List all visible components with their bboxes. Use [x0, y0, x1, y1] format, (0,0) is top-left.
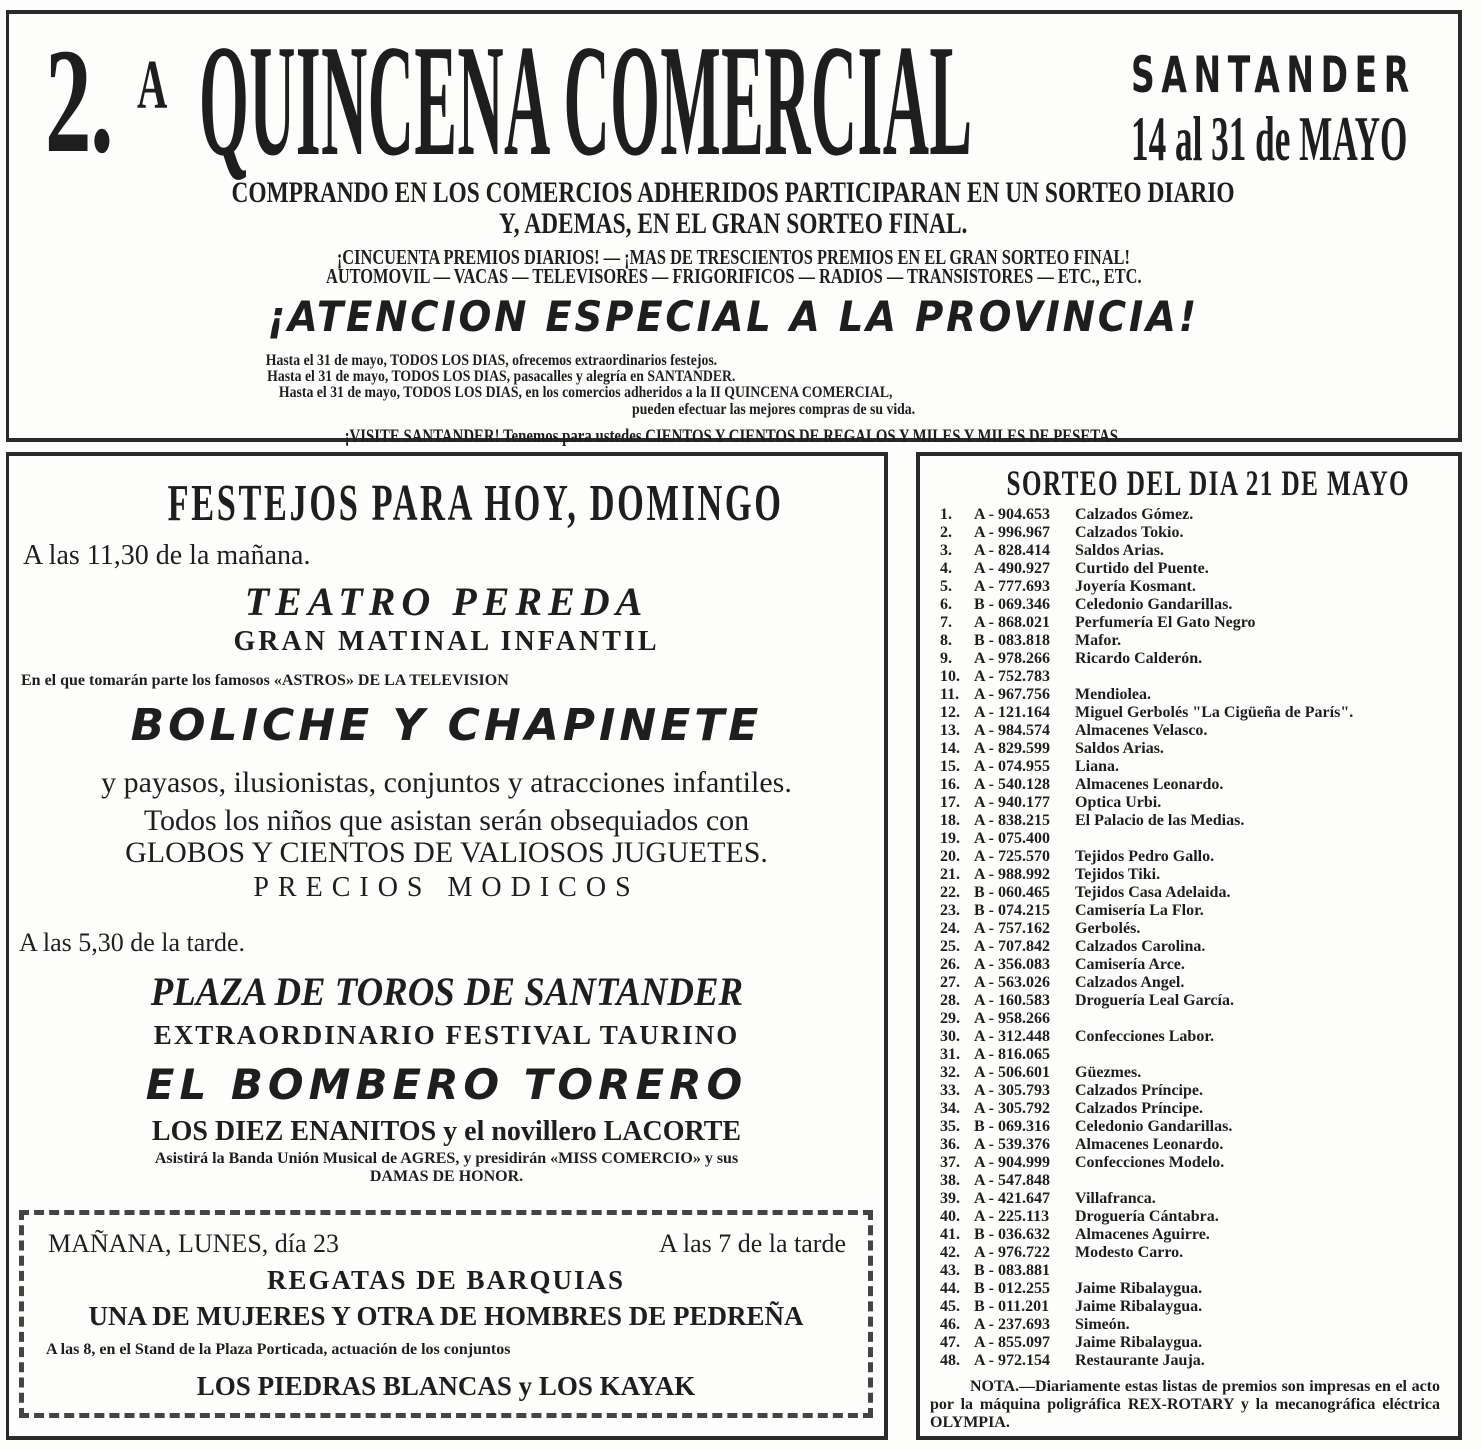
table-row: [940, 704, 1460, 722]
prize-number: 42.: [940, 1244, 960, 1261]
ticket-number: A - 160.583: [974, 992, 1050, 1009]
prize-number: 30.: [940, 1028, 960, 1045]
prize-number: 9.: [940, 650, 952, 667]
table-row: [940, 596, 1460, 614]
table-row: [940, 794, 1460, 812]
ticket-number: A - 752.783: [974, 668, 1050, 685]
ticket-number: A - 868.021: [974, 614, 1050, 631]
table-row: [940, 1298, 1460, 1316]
prize-number: 18.: [940, 812, 960, 829]
prize-number: 4.: [940, 560, 952, 577]
ticket-number: A - 988.992: [974, 866, 1050, 883]
table-row: [940, 1262, 1460, 1280]
shop-name: Camisería La Flor.: [1075, 902, 1204, 919]
shop-name: Mafor.: [1075, 632, 1122, 649]
regatas-line: REGATAS DE BARQUIAS: [266, 1265, 626, 1295]
prize-number: 15.: [940, 758, 960, 775]
hasta-line-3-cont: pueden efectuar las mejores compras de su vida.: [631, 401, 916, 418]
hasta-line-2: Hasta el 31 de mayo, TODOS LOS DIAS, pasacalles y alegría en SANTANDER.: [267, 368, 736, 385]
prize-number: 47.: [940, 1334, 960, 1351]
shop-name: Modesto Carro.: [1075, 1244, 1184, 1261]
city-name: SANTANDER: [1131, 46, 1416, 104]
mujeres-line: UNA DE MUJERES Y OTRA DE HOMBRES DE PEDREÑA: [88, 1301, 804, 1331]
prize-number: 6.: [940, 596, 952, 613]
ticket-number: A - 996.967: [974, 524, 1050, 541]
title-row: [9, 11, 1458, 189]
precios-line: PRECIOS MODICOS: [253, 872, 640, 903]
edition-superscript: A: [137, 47, 168, 124]
attention-headline: ¡ATENCION ESPECIAL A LA PROVINCIA!: [267, 292, 1200, 341]
shop-name: Villafranca.: [1075, 1190, 1156, 1207]
ticket-number: A - 312.448: [974, 1028, 1050, 1045]
table-row: [940, 758, 1460, 776]
prize-number: 22.: [940, 884, 960, 901]
venue-teatro: TEATRO PEREDA: [244, 579, 649, 624]
table-row: [940, 560, 1460, 578]
monday-date: MAÑANA, LUNES, día 23: [48, 1229, 340, 1258]
shop-name: Gerbolés.: [1075, 920, 1141, 937]
shop-name: Tejidos Pedro Gallo.: [1075, 848, 1215, 865]
shop-name: Confecciones Modelo.: [1075, 1154, 1225, 1171]
table-row: [940, 920, 1460, 938]
table-row: [940, 506, 1460, 524]
ticket-number: A - 547.848: [974, 1172, 1050, 1189]
prize-number: 31.: [940, 1046, 960, 1063]
ticket-number: A - 967.756: [974, 686, 1050, 703]
prize-number: 34.: [940, 1100, 960, 1117]
globos-line: GLOBOS Y CIENTOS DE VALIOSOS JUGUETES.: [125, 836, 768, 869]
stand-line: A las 8, en el Stand de la Plaza Porticada, actuación de los conjuntos: [46, 1341, 511, 1358]
prize-number: 21.: [940, 866, 960, 883]
table-row: [940, 1334, 1460, 1352]
ticket-number: A - 121.164: [974, 704, 1050, 721]
ticket-number: A - 421.647: [974, 1190, 1050, 1207]
damas-line: DAMAS DE HONOR.: [369, 1168, 524, 1185]
prize-number: 7.: [940, 614, 952, 631]
buy-line-2: Y, ADEMAS, EN EL GRAN SORTEO FINAL.: [499, 207, 968, 240]
ticket-number: A - 305.792: [974, 1100, 1050, 1117]
prize-number: 28.: [940, 992, 960, 1009]
ticket-number: A - 237.693: [974, 1316, 1050, 1333]
prize-number: 1.: [940, 506, 952, 523]
shop-name: Calzados Príncipe.: [1075, 1082, 1203, 1099]
prize-line-2: AUTOMOVIL — VACAS — TELEVISORES — FRIGORIFICOS — RADIOS — TRANSISTORES — ETC., ETC.: [325, 264, 1142, 288]
shop-name: Calzados Tokio.: [1075, 524, 1184, 541]
shop-name: Curtido del Puente.: [1075, 560, 1209, 577]
table-row: [940, 1352, 1460, 1370]
prize-number: 13.: [940, 722, 960, 739]
table-row: [940, 1172, 1460, 1190]
table-row: [940, 848, 1460, 866]
ticket-number: B - 012.255: [974, 1280, 1050, 1297]
prize-number: 39.: [940, 1190, 960, 1207]
table-row: [940, 812, 1460, 830]
table-row: [940, 668, 1460, 686]
prize-number: 40.: [940, 1208, 960, 1225]
shop-name: Calzados Carolina.: [1075, 938, 1206, 955]
ticket-number: A - 940.177: [974, 794, 1050, 811]
table-row: [940, 1010, 1460, 1028]
ticket-number: A - 904.999: [974, 1154, 1050, 1171]
prize-number: 37.: [940, 1154, 960, 1171]
table-row: [940, 1028, 1460, 1046]
prize-number: 12.: [940, 704, 960, 721]
ticket-number: A - 075.400: [974, 830, 1050, 847]
prize-number: 23.: [940, 902, 960, 919]
table-row: [940, 884, 1460, 902]
ticket-number: A - 074.955: [974, 758, 1050, 775]
shop-name: El Palacio de las Medias.: [1075, 812, 1245, 829]
ticket-number: B - 060.465: [974, 884, 1050, 901]
ticket-number: A - 828.414: [974, 542, 1050, 559]
ticket-number: A - 958.266: [974, 1010, 1050, 1027]
ticket-number: A - 305.793: [974, 1082, 1050, 1099]
buy-line-1: COMPRANDO EN LOS COMERCIOS ADHERIDOS PARTICIPARAN EN UN SORTEO DIARIO: [231, 176, 1236, 209]
prize-number: 35.: [940, 1118, 960, 1135]
ticket-number: A - 490.927: [974, 560, 1050, 577]
venue-plaza: PLAZA DE TOROS DE SANTANDER: [150, 969, 743, 1014]
prize-number: 38.: [940, 1172, 960, 1189]
table-row: [940, 1064, 1460, 1082]
shop-name: Almacenes Leonardo.: [1075, 1136, 1224, 1153]
prize-number: 36.: [940, 1136, 960, 1153]
star-bombero: EL BOMBERO TORERO: [145, 1060, 748, 1109]
edition-number: 2.: [45, 18, 113, 184]
table-row: [940, 722, 1460, 740]
prize-number: 32.: [940, 1064, 960, 1081]
shop-name: Saldos Arias.: [1075, 542, 1164, 559]
shop-name: Ricardo Calderón.: [1075, 650, 1203, 667]
table-row: [940, 686, 1460, 704]
table-row: [940, 1226, 1460, 1244]
enanitos-line: LOS DIEZ ENANITOS y el novillero LACORTE: [151, 1116, 742, 1147]
table-row: [940, 974, 1460, 992]
shop-name: Droguería Leal García.: [1075, 992, 1234, 1009]
prize-number: 10.: [940, 668, 960, 685]
table-row: [940, 524, 1460, 542]
table-row: [940, 632, 1460, 650]
table-row: [940, 614, 1460, 632]
table-row: [940, 830, 1460, 848]
visite-line: ¡VISITE SANTANDER! Tenemos para ustedes CIENTOS Y CIENTOS DE REGALOS Y MILES Y MILES DE PESETAS.: [344, 426, 1123, 447]
hasta-line-3: Hasta el 31 de mayo, TODOS LOS DIAS, en los comercios adheridos a la II QUINCENA COMERCIAL,: [278, 384, 893, 401]
shop-name: Optica Urbi.: [1075, 794, 1162, 811]
ticket-number: A - 855.097: [974, 1334, 1050, 1351]
shop-name: Güezmes.: [1075, 1064, 1142, 1081]
ticket-number: A - 829.599: [974, 740, 1050, 757]
shop-name: Jaime Ribalaygua.: [1075, 1334, 1203, 1351]
table-row: [940, 1154, 1460, 1172]
festejos-section: [6, 452, 888, 1440]
shop-name: Simeón.: [1075, 1316, 1130, 1333]
ticket-number: B - 036.632: [974, 1226, 1050, 1243]
todos-line: Todos los niños que asistan serán obsequiados con: [143, 804, 750, 837]
nota-paragraph: NOTA.—Diariamente estas listas de premios son impresas en el acto por la máquina poligráfica REX-ROTARY y la mecanográfica eléctrica OLYMPIA.: [930, 1378, 1440, 1431]
prize-number: 5.: [940, 578, 952, 595]
ticket-number: A - 506.601: [974, 1064, 1050, 1081]
table-row: [940, 1280, 1460, 1298]
sorteo-section: [916, 452, 1462, 1440]
table-row: [940, 1118, 1460, 1136]
table-row: [940, 740, 1460, 758]
ticket-number: B - 069.346: [974, 596, 1050, 613]
shop-name: Restaurante Jauja.: [1075, 1352, 1205, 1369]
ticket-number: A - 816.065: [974, 1046, 1050, 1063]
ticket-number: A - 707.842: [974, 938, 1050, 955]
table-row: [940, 650, 1460, 668]
ticket-number: A - 972.154: [974, 1352, 1050, 1369]
prize-number: 29.: [940, 1010, 960, 1027]
main-title: QUINCENA COMERCIAL: [199, 11, 973, 189]
table-row: [940, 1316, 1460, 1334]
ticket-number: B - 083.818: [974, 632, 1050, 649]
prize-number: 8.: [940, 632, 952, 649]
shop-name: Calzados Príncipe.: [1075, 1100, 1203, 1117]
table-row: [940, 938, 1460, 956]
table-row: [940, 578, 1460, 596]
shop-name: Droguería Cántabra.: [1075, 1208, 1219, 1225]
prize-number: 24.: [940, 920, 960, 937]
ticket-number: A - 777.693: [974, 578, 1050, 595]
shop-name: Jaime Ribalaygua.: [1075, 1280, 1203, 1297]
shop-name: Camisería Arce.: [1075, 956, 1185, 973]
prize-number: 46.: [940, 1316, 960, 1333]
table-row: [940, 1100, 1460, 1118]
prize-number: 11.: [940, 686, 960, 703]
table-row: [940, 902, 1460, 920]
payasos-line: y payasos, ilusionistas, conjuntos y atracciones infantiles.: [101, 766, 792, 799]
date-range: 14 al 31 de MAYO: [1131, 103, 1408, 174]
ticket-number: A - 563.026: [974, 974, 1050, 991]
shop-name: Joyería Kosmant.: [1075, 578, 1196, 595]
prize-number: 27.: [940, 974, 960, 991]
ticket-number: A - 904.653: [974, 506, 1050, 523]
ticket-number: A - 725.570: [974, 848, 1050, 865]
sorteo-title: SORTEO DEL DIA 21 DE MAYO: [1006, 463, 1411, 503]
shop-name: Perfumería El Gato Negro: [1075, 614, 1256, 631]
prize-line-1: ¡CINCUENTA PREMIOS DIARIOS! — ¡MAS DE TRESCIENTOS PREMIOS EN EL GRAN SORTEO FINAL!: [336, 245, 1131, 269]
ticket-number: A - 978.266: [974, 650, 1050, 667]
morning-time: A las 11,30 de la mañana.: [23, 540, 311, 571]
prize-number: 25.: [940, 938, 960, 955]
prize-number: 3.: [940, 542, 952, 559]
shop-name: Calzados Angel.: [1075, 974, 1185, 991]
table-row: [940, 1136, 1460, 1154]
ticket-number: B - 083.881: [974, 1262, 1050, 1279]
table-row: [940, 956, 1460, 974]
shop-name: Almacenes Aguirre.: [1075, 1226, 1210, 1243]
ticket-number: B - 069.316: [974, 1118, 1050, 1135]
shop-name: Miguel Gerbolés "La Cigüeña de París".: [1075, 704, 1354, 721]
prize-number: 20.: [940, 848, 960, 865]
afternoon-time: A las 5,30 de la tarde.: [19, 928, 245, 957]
prize-number: 43.: [940, 1262, 960, 1279]
prize-number: 41.: [940, 1226, 960, 1243]
prize-number: 44.: [940, 1280, 960, 1297]
table-row: [940, 1082, 1460, 1100]
table-row: [940, 1208, 1460, 1226]
ticket-number: A - 540.128: [974, 776, 1050, 793]
prize-number: 19.: [940, 830, 960, 847]
shop-name: Celedonio Gandarillas.: [1075, 596, 1233, 613]
ticket-number: A - 757.162: [974, 920, 1050, 937]
ticket-number: B - 074.215: [974, 902, 1050, 919]
table-row: [940, 1190, 1460, 1208]
shop-name: Almacenes Velasco.: [1075, 722, 1208, 739]
ticket-number: A - 984.574: [974, 722, 1050, 739]
banda-line: Asistirá la Banda Unión Musical de AGRES, y presidirán «MISS COMERCIO» y sus: [154, 1150, 739, 1167]
table-row: [940, 776, 1460, 794]
shop-name: Tejidos Tiki.: [1075, 866, 1161, 883]
astros-line: En el que tomarán parte los famosos «ASTROS» DE LA TELEVISION: [21, 672, 509, 689]
shop-name: Jaime Ribalaygua.: [1075, 1298, 1203, 1315]
prize-number: 2.: [940, 524, 952, 541]
bands-line: LOS PIEDRAS BLANCAS y LOS KAYAK: [196, 1371, 696, 1401]
ticket-number: B - 011.201: [974, 1298, 1050, 1315]
shop-name: Saldos Arias.: [1075, 740, 1164, 757]
stars-headline: BOLICHE Y CHAPINETE: [130, 700, 763, 751]
ticket-number: A - 356.083: [974, 956, 1050, 973]
sorteo-list: [940, 506, 1460, 1370]
table-row: [940, 542, 1460, 560]
shop-name: Celedonio Gandarillas.: [1075, 1118, 1233, 1135]
shop-name: Liana.: [1075, 758, 1120, 775]
shop-name: Confecciones Labor.: [1075, 1028, 1214, 1045]
shop-name: Tejidos Casa Adelaida.: [1075, 884, 1231, 901]
shop-name: Mendiolea.: [1075, 686, 1151, 703]
shop-name: Almacenes Leonardo.: [1075, 776, 1224, 793]
monday-box: [19, 1210, 873, 1418]
prize-number: 16.: [940, 776, 960, 793]
prize-number: 33.: [940, 1082, 960, 1099]
header-banner: [6, 10, 1462, 447]
monday-time: A las 7 de la tarde: [659, 1229, 846, 1258]
table-row: [940, 1244, 1460, 1262]
prize-number: 45.: [940, 1298, 960, 1315]
festejos-title: FESTEJOS PARA HOY, DOMINGO: [167, 475, 784, 532]
prize-number: 17.: [940, 794, 960, 811]
prize-number: 26.: [940, 956, 960, 973]
ticket-number: A - 838.215: [974, 812, 1050, 829]
event-matinal: GRAN MATINAL INFANTIL: [233, 626, 660, 657]
table-row: [940, 866, 1460, 884]
ticket-number: A - 539.376: [974, 1136, 1050, 1153]
ticket-number: A - 976.722: [974, 1244, 1050, 1261]
event-festival: EXTRAORDINARIO FESTIVAL TAURINO: [153, 1020, 740, 1050]
ticket-number: A - 225.113: [974, 1208, 1050, 1225]
prize-number: 48.: [940, 1352, 960, 1369]
shop-name: Calzados Gómez.: [1075, 506, 1194, 523]
table-row: [940, 992, 1460, 1010]
hasta-line-1: Hasta el 31 de mayo, TODOS LOS DIAS, ofrecemos extraordinarios festejos.: [265, 352, 718, 369]
table-row: [940, 1046, 1460, 1064]
prize-number: 14.: [940, 740, 960, 757]
